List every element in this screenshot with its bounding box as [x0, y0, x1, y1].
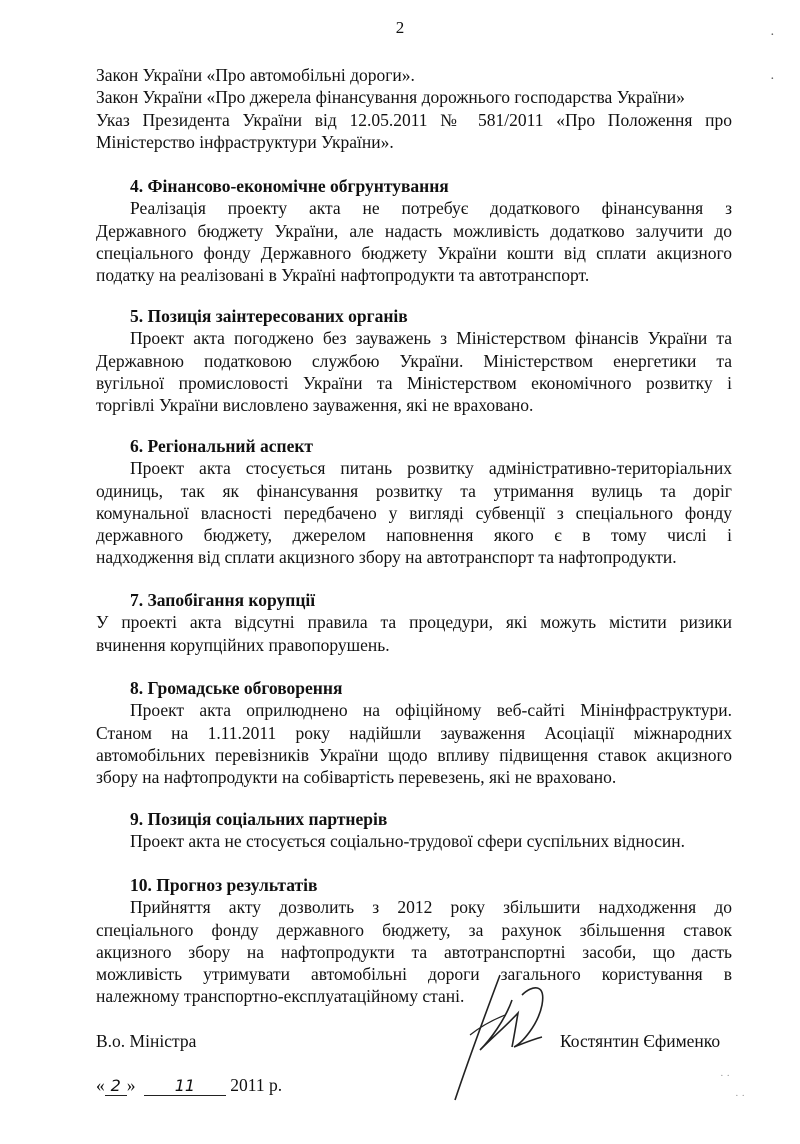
- paragraph-line: Проект акта погоджено без зауважень з Міністерством фінансів України та: [130, 328, 732, 349]
- law-line: Міністерство інфраструктури України».: [96, 131, 394, 152]
- paragraph-line: податку на реалізовані в Україні нафтопродукти та автотранспорт.: [96, 265, 590, 286]
- date-day: 2: [105, 1076, 127, 1096]
- date-month: 11: [144, 1076, 226, 1096]
- section-forecast: [96, 874, 732, 1008]
- date-close-quote: »: [126, 1075, 136, 1095]
- paragraph-line: Проект акта не стосується соціально-трудової сфери суспільних відносин.: [130, 831, 685, 852]
- section-heading: 7. Запобігання корупції: [130, 590, 316, 610]
- date-open-quote: «: [96, 1075, 105, 1095]
- signatory-position: В.о. Міністра: [96, 1031, 197, 1051]
- law-line: Закон України «Про джерела фінансування дорожнього господарства України»: [96, 87, 685, 108]
- section-heading: 6. Регіональний аспект: [130, 436, 314, 456]
- paragraph-line: збору на нафтопродукти на собівартість перевезень, які не враховано.: [96, 767, 617, 788]
- paragraph-line: державного бюджету, джерелом наповнення якого є в тому числі і: [96, 525, 732, 546]
- date-year: 2011 р.: [230, 1075, 283, 1095]
- paragraph-line: Державною податковою службою України. Міністерством енергетики та: [96, 350, 732, 371]
- page-number: 2: [395, 18, 405, 37]
- section-heading: 4. Фінансово-економічне обгрунтування: [130, 176, 449, 196]
- paragraph-line: Станом на 1.11.2011 року надійшли зауваження Асоціації міжнародних: [96, 722, 732, 743]
- section-heading: 9. Позиція соціальних партнерів: [130, 809, 388, 829]
- scan-noise: · ·: [735, 1090, 746, 1102]
- paragraph-line: автомобільних перевізників України щодо впливу підвищення ставок акцизного: [96, 744, 732, 765]
- law-line: Указ Президента України від 12.05.2011 № 581/2011 «Про Положення про: [96, 109, 732, 130]
- paragraph-line: акцизного збору на нафтопродукти та автотранспортні засоби, що дасть: [96, 941, 732, 962]
- paragraph-line: У проекті акта відсутні правила та процедури, які можуть містити ризики: [96, 612, 732, 633]
- section-heading: 5. Позиція заінтересованих органів: [130, 306, 408, 326]
- section-stakeholders: [96, 305, 732, 416]
- paragraph-line: вчинення корупційних правопорушень.: [96, 634, 390, 655]
- paragraph-line: Прийняття акту дозволить з 2012 року збільшити надходження до: [130, 897, 732, 918]
- section-regional: [96, 435, 732, 569]
- paragraph-line: спеціального фонду Державного бюджету України кошти від сплати акцизного: [96, 242, 732, 263]
- legal-basis: [96, 64, 732, 153]
- document-date: [96, 1075, 282, 1096]
- paragraph-line: Державного бюджету України, але надасть можливість додатково залучити до: [96, 220, 732, 241]
- paragraph-line: можливість утримувати автомобільні дороги загального користування в: [96, 964, 732, 985]
- paragraph-line: Проект акта стосується питань розвитку адміністративно-територіальних: [130, 458, 732, 479]
- handwritten-signature: [450, 955, 570, 1105]
- paragraph-line: надходження від сплати акцизного збору на автотранспорт та нафтопродукти.: [96, 547, 677, 568]
- paragraph-line: одиниць, так як фінансування розвитку та утримання вулиць та доріг: [96, 480, 732, 501]
- section-public-discussion: [96, 677, 732, 788]
- paragraph-line: торгівлі України висловлено зауваження, які не враховано.: [96, 395, 534, 416]
- section-heading: 10. Прогноз результатів: [130, 875, 318, 895]
- signatory-name: Костянтин Єфименко: [560, 1031, 721, 1051]
- paragraph-line: спеціального фонду державного бюджету, за рахунок збільшення ставок: [96, 919, 732, 940]
- scan-noise: · ·: [720, 1070, 731, 1082]
- section-heading: 8. Громадське обговорення: [130, 678, 343, 698]
- section-corruption: [96, 589, 732, 656]
- paragraph-line: Проект акта оприлюднено на офіційному веб-сайті Мінінфраструктури.: [130, 700, 732, 721]
- section-financial: [96, 175, 732, 286]
- law-line: Закон України «Про автомобільні дороги».: [96, 65, 415, 85]
- paragraph-line: вугільної промисловості України та Міністерством економічного розвитку і: [96, 372, 732, 393]
- paragraph-line: комунальної власності передбачено у вигляді субвенції з спеціального фонду: [96, 502, 732, 523]
- paragraph-line: Реалізація проекту акта не потребує додаткового фінансування з: [130, 198, 732, 219]
- scan-speck: ·: [770, 72, 775, 87]
- paragraph-line: належному транспортно-експлуатаційному стані.: [96, 986, 465, 1007]
- scan-speck: ·: [770, 28, 775, 43]
- section-social-partners: [96, 808, 732, 853]
